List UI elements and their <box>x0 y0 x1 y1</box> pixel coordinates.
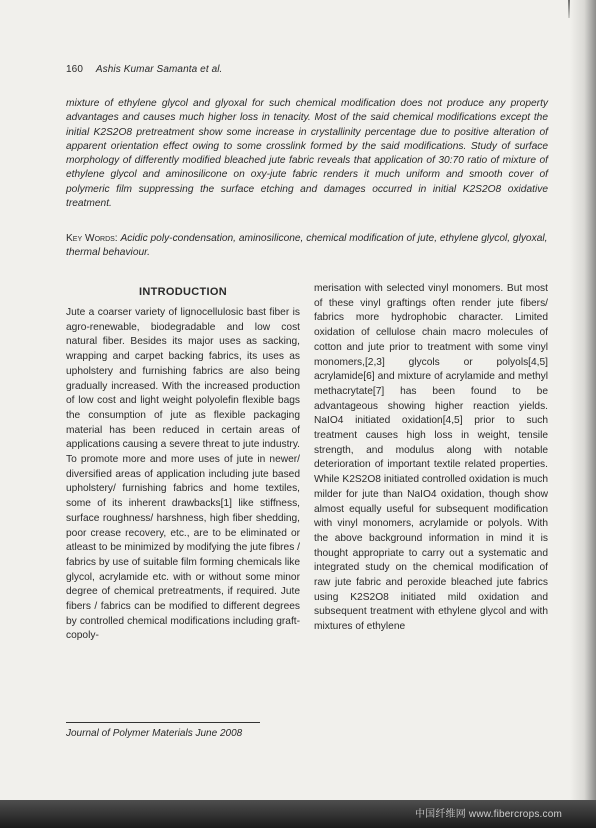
right-column-text: merisation with selected vinyl monomers. But most of these vinyl graftings often render jute fibers/ fabrics more hydrophobic character. Limited oxidation of cellulose chain macro molecules of cotton and jute prior to treatment with some vinyl monomers,[2,3] glycols or polyols[4,5] acrylamide[6] and mixture of acrylamide and methyl methacrytate[7] has been found to be advantageous showing higher reaction yields. NaIO4 initiated oxidation[4,5] prior to such treatment causes high loss in weight, tensile strength, and modulus along with notable deterioration of important textile related properties. While K2S2O8 initiated controlled oxidation is much milder for jute than NaIO4 oxidation, though show almost equally useful for subsequent modification with vinyl monomers, acrylamide or polyols. With the above background information in mind it is thought appropriate to carry out a systematic and integrated study on the chemical modification of raw jute fabric and peroxide bleached jute fabrics using K2S2O8 initiated mild oxidation and subsequent treatment with ethylene glycol and with mixtures of ethylene <box>314 283 548 633</box>
footer-divider <box>66 722 260 723</box>
running-header <box>66 64 222 75</box>
footer-journal: Journal of Polymer Materials June 2008 <box>66 728 243 739</box>
keywords-label: Key Words: <box>66 233 118 244</box>
watermark: 中国纤维网 www.fibercrops.com <box>414 809 562 820</box>
page-edge-shadow <box>570 0 596 828</box>
page-number: 160 <box>66 64 83 75</box>
left-column-text: Jute a coarser variety of lignocellulosic bast fiber is agro-renewable, biodegradable and low cost natural fiber. Besides its major uses as sacking, wrapping and carpet backing fabrics, its uses as upholstery and furnishing fabrics are also being gradually increased. With the increased production of low cost and light weight polyolefin flexible bags the consumption of jute as flexible packaging material has been reduced in certain areas of applications causing a severe threat to jute industry. To promote more and more uses of jute in newer/ diversified areas of application including jute based upholstery/ furnishing fabrics and home textiles, some of its inherent drawbacks[1] like stiffness, surface roughness/ harshness, high fiber shedding, poor crease recovery, etc., are to be eliminated or atleast to be minimized by modifying the jute fibres / fabrics by use of suitable film forming chemicals like glycol, acrylamide etc. with or without some minor degree of chemical pretreatments, if required. Jute fibers / fabrics can be modified to different degrees by controlled chemical modifications including graft-copoly- <box>66 307 300 642</box>
right-column <box>314 282 548 635</box>
keywords <box>66 232 548 261</box>
left-column <box>66 282 300 644</box>
keywords-text: Acidic poly-condensation, aminosilicone, chemical modification of jute, ethylene glycol, glyoxal, thermal behaviour. <box>66 233 548 259</box>
running-header-authors: Ashis Kumar Samanta et al. <box>95 64 223 75</box>
section-title-introduction: INTRODUCTION <box>139 286 227 298</box>
abstract-text: mixture of ethylene glycol and glyoxal for such chemical modification does not produce any property advantages and causes much higher loss in tenacity. Most of the said chemical modifications except the initial K2S2O8 pretreatment show some increase in crystallinity percentage due to positive alteration of apparent orientation effect owing to some crosslink formed by the said modifications. Study of surface morphology of differently modified bleached jute fabric reveals that application of 30:70 ratio of mixture of ethylene glycol and aminosilicone on oxy-jute fabric renders it much uniform and smooth cover of polymeric film suppressing the surface etching and damages occurred in initial K2S2O8 oxidative treatment. <box>66 98 548 210</box>
